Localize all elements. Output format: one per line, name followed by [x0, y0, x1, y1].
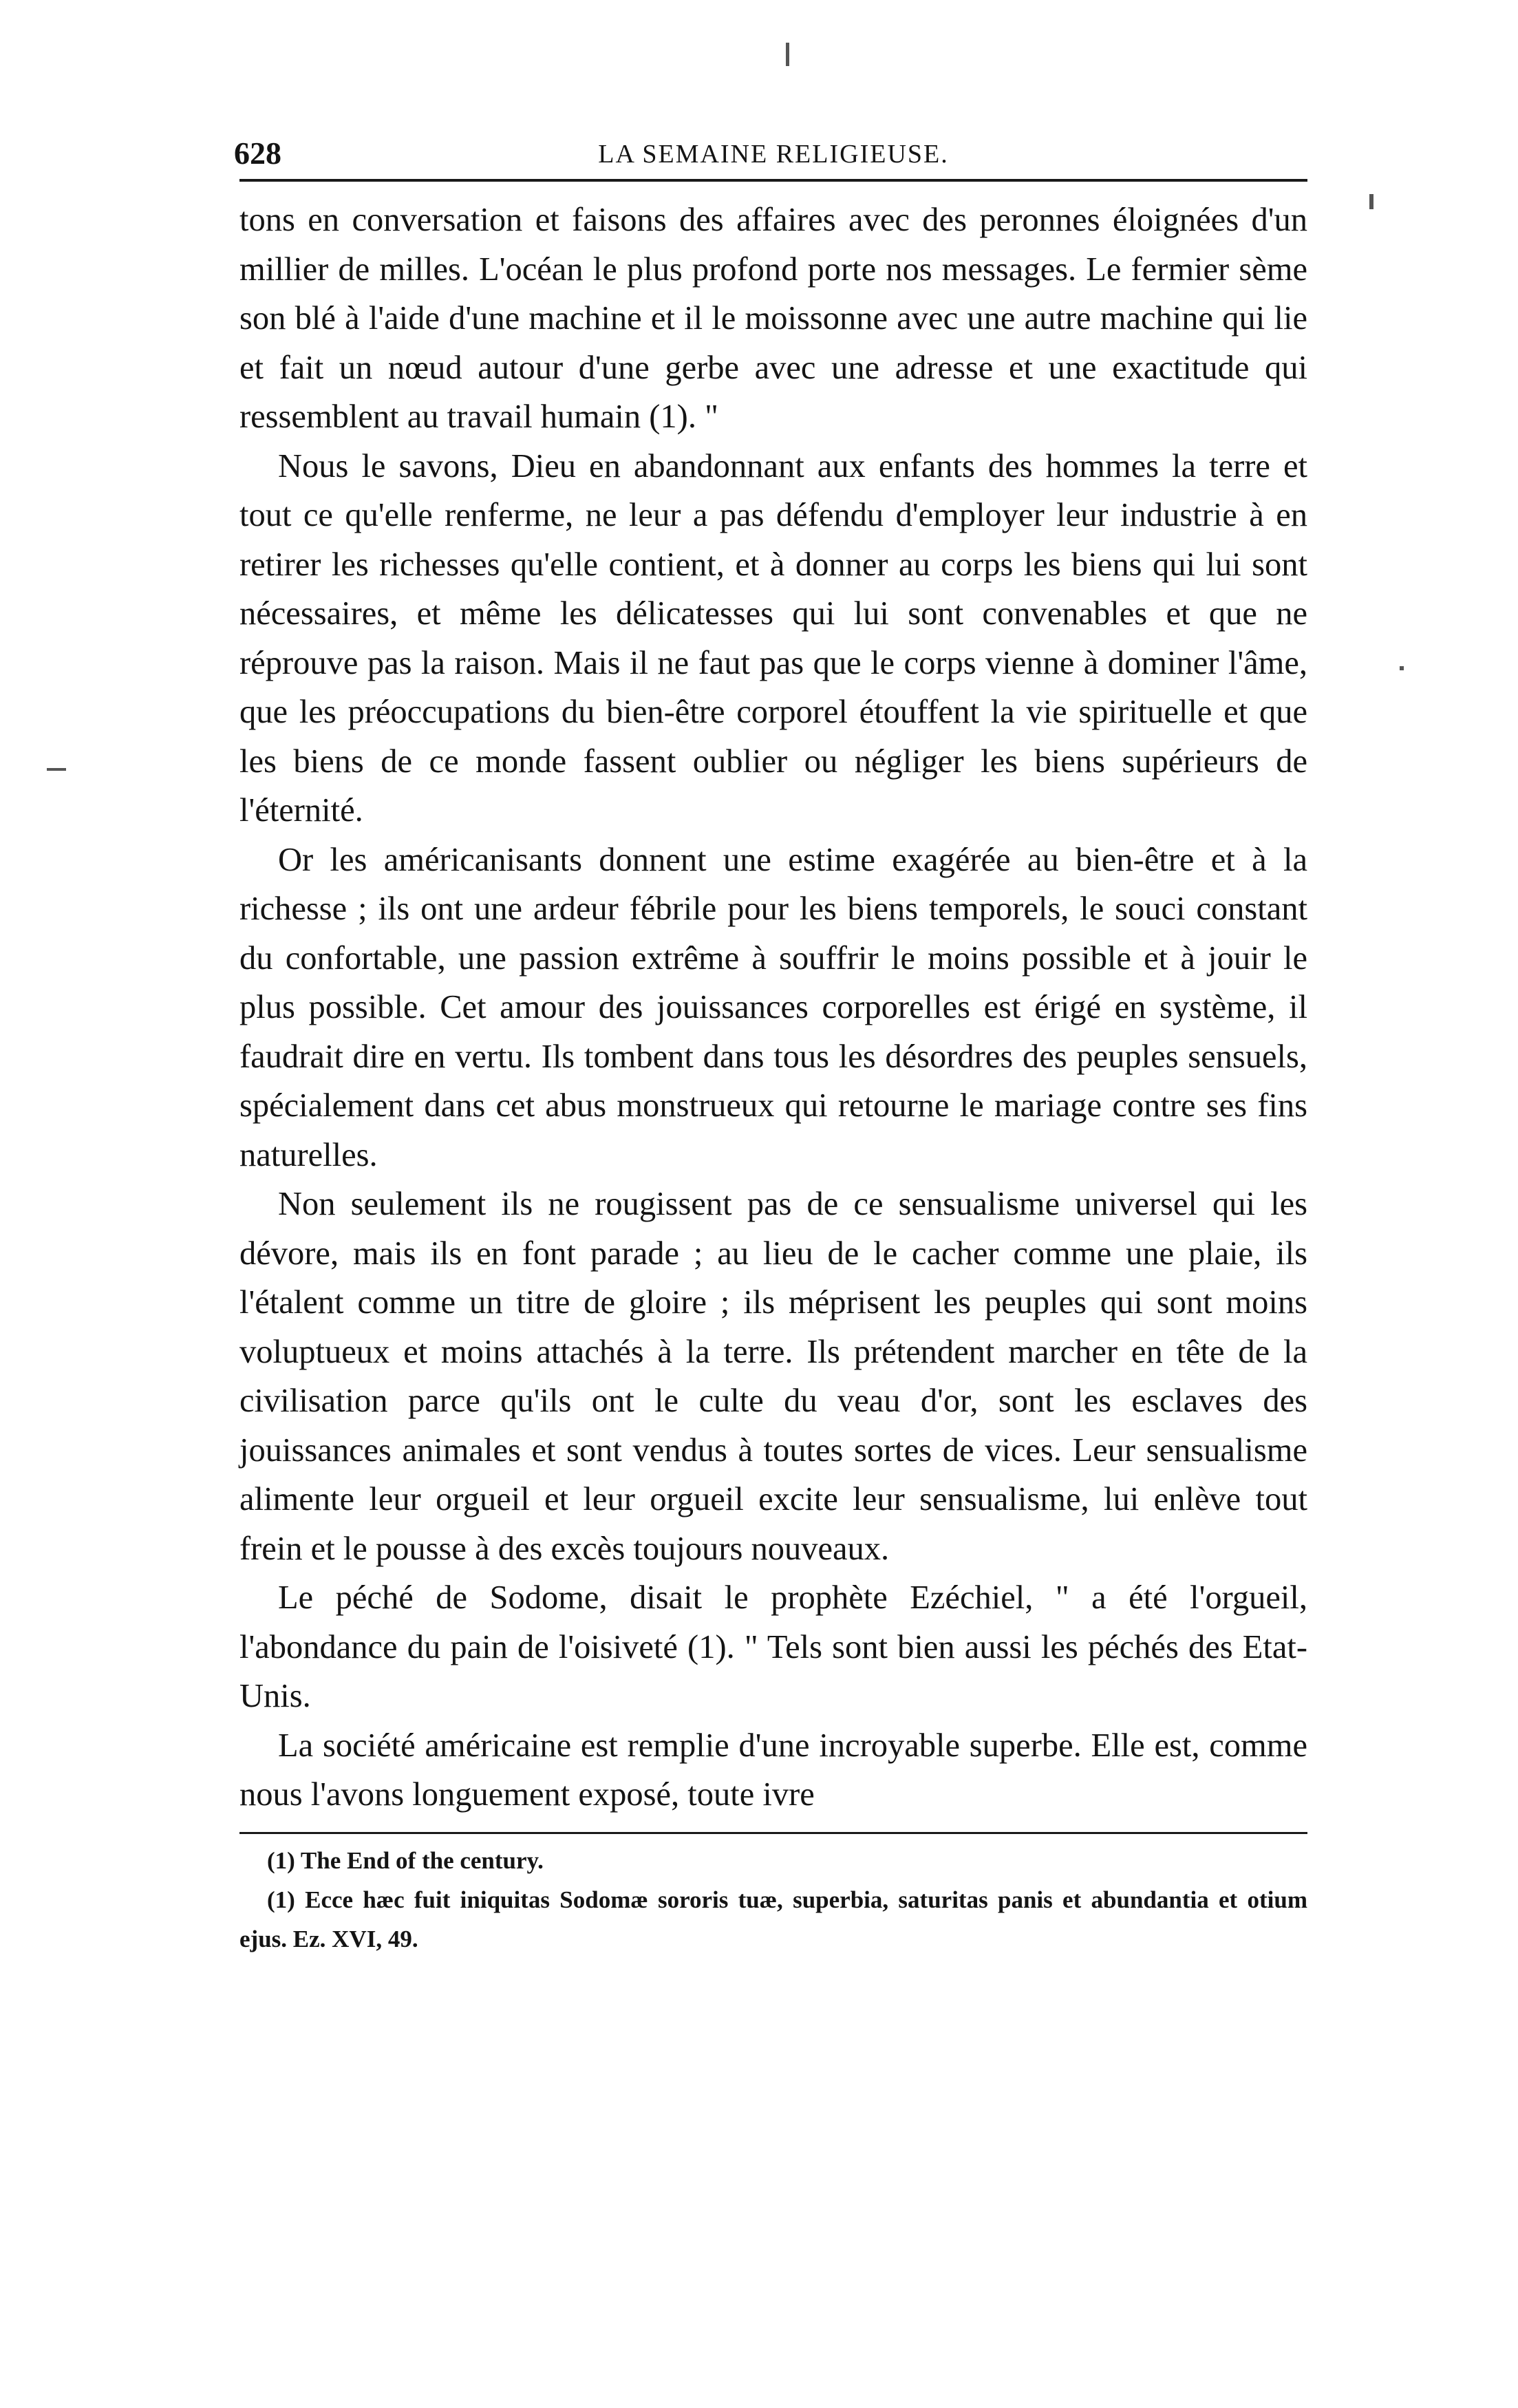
scan-speck: [1400, 666, 1404, 670]
page-number: 628: [234, 136, 281, 171]
book-page: [234, 131, 1307, 1959]
paragraph: Nous le savons, Dieu en abandonnant aux enfants des hommes la terre et tout ce qu'elle renferme, ne leur a pas défendu d'employer leur industrie à en retirer les richesses qu'elle contient, et à donner au corps les biens qui lui sont nécessaires, et même les délicatesses qui lui sont convenables et que ne réprouve pas la raison. Mais il ne faut pas que le corps vienne à dominer l'âme, que les préoccupations du bien-être corporel étouffent la vie spirituelle et que les biens de ce monde fassent oublier ou négliger les biens supérieurs de l'éternité.: [239, 447, 1307, 829]
footnotes: [239, 1841, 1307, 1959]
paragraph: Le péché de Sodome, disait le prophète Ezéchiel, " a été l'orgueil, l'abondance du pain de l'oisiveté (1). " Tels sont bien aussi les péchés des Etat-Unis.: [239, 1579, 1307, 1714]
footnote-divider: [239, 1832, 1307, 1834]
paragraph: Or les américanisants donnent une estime exagérée au bien-être et à la richesse ; ils ont une ardeur fébrile pour les biens temporels, le souci constant du confortable, une passion extrême à souffrir le moins possible et à jouir le plus possible. Cet amour des jouissances corporelles est érigé en système, il faudrait dire en vertu. Ils tombent dans tous les désordres des peuples sensuels, spécialement dans cet abus monstrueux qui retourne le mariage contre ses fins naturelles.: [239, 841, 1307, 1173]
paragraph: La société américaine est remplie d'une incroyable superbe. Elle est, comme nous l'avons longuement exposé, toute ivre: [239, 1727, 1307, 1813]
scan-speck: [47, 768, 66, 771]
paragraph-continued: tons en conversation et faisons des affaires avec des peronnes éloignées d'un millier de milles. L'océan le plus profond porte nos messages. Le fermier sème son blé à l'aide d'une machine et il le moissonne avec une autre machine qui lie et fait un nœud autour d'une gerbe avec une adresse et une exactitude qui ressemblent au travail humain (1). ": [239, 202, 1307, 435]
running-head: LA SEMAINE RELIGIEUSE.: [598, 140, 949, 169]
page-header: [234, 131, 1307, 182]
footnote: (1) Ecce hæc fuit iniquitas Sodomæ sororis tuæ, superbia, saturitas panis et abundantia et otium ejus. Ez. XVI, 49.: [239, 1886, 1307, 1952]
footnote: (1) The End of the century.: [267, 1846, 544, 1874]
scan-speck: [1369, 194, 1373, 209]
body-text: [239, 195, 1307, 1820]
scan-speck: [786, 43, 789, 66]
paragraph: Non seulement ils ne rougissent pas de ce sensualisme universel qui les dévore, mais ils en font parade ; au lieu de le cacher comme une plaie, ils l'étalent comme un titre de gloire ; ils méprisent les peuples qui sont moins voluptueux et moins attachés à la terre. Ils prétendent marcher en tête de la civilisation parce qu'ils ont le culte du veau d'or, sont les esclaves des jouissances animales et sont vendus à toutes sortes de vices. Leur sensualisme alimente leur orgueil et leur orgueil excite leur sensualisme, lui enlève tout frein et le pousse à des excès toujours nouveaux.: [239, 1186, 1307, 1567]
